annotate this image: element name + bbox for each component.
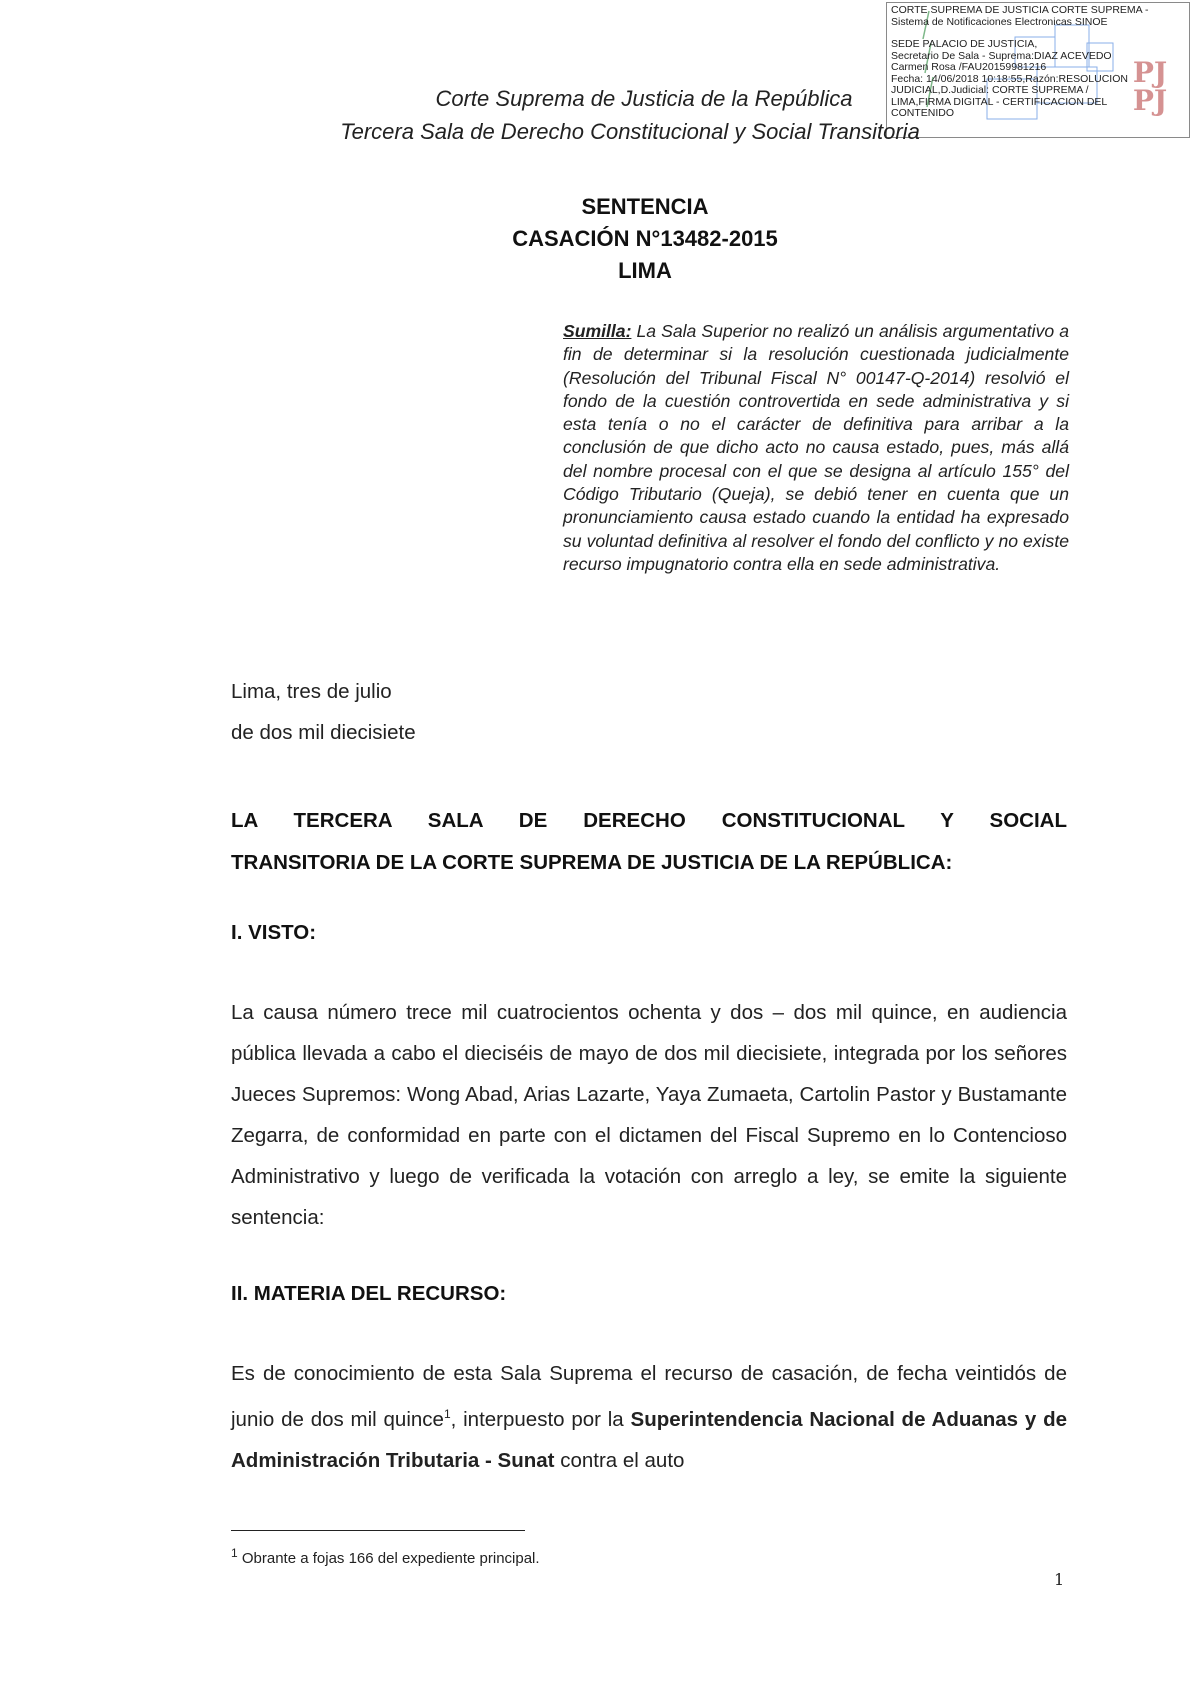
chamber-header: Tercera Sala de Derecho Constitucional y Social Transitoria xyxy=(340,119,920,144)
footnote-text: Obrante a fojas 166 del expediente principal. xyxy=(237,1550,540,1567)
stamp-line: Sistema de Notificaciones Electronicas SINOE xyxy=(891,16,1108,28)
materia-text-part: Es de conocimiento de esta Sala Suprema el recurso de casación, de fecha veintidós de junio de dos mil quince xyxy=(231,1362,1067,1431)
case-number-title: CASACIÓN N°13482-2015 xyxy=(512,226,778,251)
stamp-line: Carmen Rosa /FAU20159981216 xyxy=(891,62,1047,73)
summary-block xyxy=(563,320,1069,576)
section-materia-heading: II. MATERIA DEL RECURSO: xyxy=(231,1282,507,1305)
materia-text-part: contra el auto xyxy=(554,1448,685,1472)
stamp-line: CONTENIDO xyxy=(891,108,954,119)
footnote xyxy=(231,1546,540,1567)
footnote-reference[interactable]: 1 xyxy=(443,1407,451,1421)
document-type-title: SENTENCIA xyxy=(581,194,709,219)
stamp-line: CORTE SUPREMA DE JUSTICIA CORTE SUPREMA - xyxy=(891,5,1149,16)
stamp-line xyxy=(891,28,1187,39)
court-heading xyxy=(231,800,1067,884)
date-line-1: Lima, tres de julio xyxy=(231,680,392,703)
court-heading-line-1: LA TERCERA SALA DE DERECHO CONSTITUCIONAL Y SOCIAL xyxy=(231,809,1067,832)
materia-text-part: , interpuesto por la xyxy=(450,1407,631,1431)
stamp-line: Fecha: 14/06/2018 10:18:55,Razón:RESOLUCIÓN xyxy=(891,73,1128,85)
court-header: Corte Suprema de Justicia de la República xyxy=(435,86,853,111)
footnote-divider xyxy=(231,1530,525,1531)
summary-text: La Sala Superior no realizó un análisis argumentativo a fin de determinar si la resolución cuestionada judicialmente (Resolución del Tribunal Fiscal N° 00147-Q-2014) resolvió el fondo de la cuestión controvertida en sede administrativa y si esta tenía o no el carácter de definitiva para arribar a la conclusión de que dicho acto no causa estado, pues, más allá del nombre procesal con el que se designa al artículo 155° del Código Tributario (Queja), se debió tener en cuenta que un pronunciamiento causa estado cuando la entidad ha expresado su voluntad definitiva al resolver el fondo del conflicto y no existe recurso impugnatorio contra ella en sede administrativa. xyxy=(563,321,1069,574)
footnote-mark: 1 xyxy=(231,1546,238,1560)
appellant-entity: Superintendencia Nacional de Aduanas y de Administración Tributaria - Sunat xyxy=(231,1407,1067,1472)
summary-label: Sumilla: xyxy=(563,321,632,341)
date-line-2: de dos mil diecisiete xyxy=(231,721,416,744)
stamp-line: SEDE PALACIO DE JUSTICIA, xyxy=(891,39,1038,50)
stamp-line: LIMA,FIRMA DIGITAL - CERTIFICACIÓN DEL xyxy=(891,96,1108,108)
case-location-title: LIMA xyxy=(618,258,672,283)
page-number: 1 xyxy=(1054,1570,1065,1589)
digital-signature-stamp xyxy=(886,2,1190,138)
stamp-line: Secretario De Sala - Suprema:DIAZ ACEVEDO xyxy=(891,50,1112,62)
court-heading-line-2: TRANSITORIA DE LA CORTE SUPREMA DE JUSTICIA DE LA REPÚBLICA: xyxy=(231,851,953,874)
stamp-line: JUDICIAL,D.Judicial: CORTE SUPREMA / xyxy=(891,85,1089,96)
judiciary-logo-icon: PJ PJ xyxy=(1132,56,1168,117)
section-visto-heading: I. VISTO: xyxy=(231,921,317,944)
section-visto-text: La causa número trece mil cuatrocientos ochenta y dos – dos mil quince, en audiencia pública llevada a cabo el dieciséis de mayo de dos mil diecisiete, integrada por los señores Jueces Supremos: Wong Abad, Arias Lazarte, Yaya Zumaeta, Cartolin Pastor y Bustamante Zegarra, de conformidad en parte con el dictamen del Fiscal Supremo en lo Contencioso Administrativo y luego de verificada la votación con arreglo a ley, se emite la siguiente sentencia: xyxy=(231,1001,1067,1229)
section-materia-text xyxy=(231,1353,1067,1481)
